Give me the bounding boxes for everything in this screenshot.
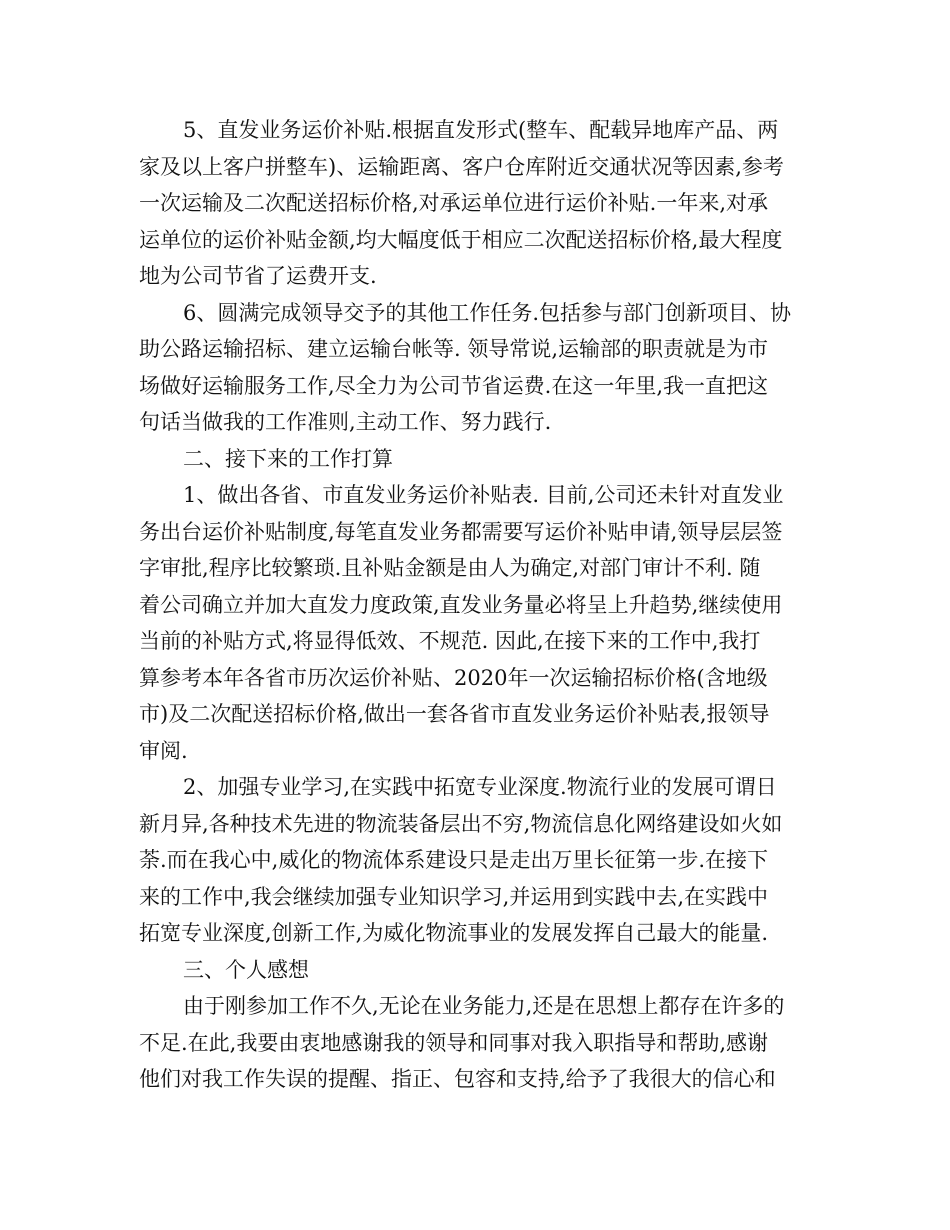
text-line: 6、圆满完成领导交予的其他工作任务.包括参与部门创新项目、协	[183, 300, 792, 325]
text-line: 务出台运价补贴制度,每笔直发业务都需要写运价补贴申请,领导层层签	[139, 519, 783, 544]
text-line: 当前的补贴方式,将显得低效、不规范. 因此,在接下来的工作中,我打	[139, 629, 761, 653]
text-line: 由于刚参加工作不久,无论在业务能力,还是在思想上都存在许多的	[183, 994, 785, 1018]
text-line: 地为公司节省了运费开支.	[139, 264, 377, 288]
text-line: 二、接下来的工作打算	[183, 446, 393, 471]
text-line: 助公路运输招标、建立运输台帐等. 领导常说,运输部的职责就是为市	[139, 337, 769, 361]
text-line: 句话当做我的工作准则,主动工作、努力践行.	[139, 410, 552, 434]
text-line: 场做好运输服务工作,尽全力为公司节省运费.在这一年里,我一直把这	[139, 373, 769, 398]
text-line: 来的工作中,我会继续加强专业知识学习,并运用到实践中去,在实践中	[139, 884, 769, 909]
text-line: 家及以上客户拼整车)、运输距离、客户仓库附近交通状况等因素,参考	[139, 154, 784, 179]
text-line: 荼.而在我心中,威化的物流体系建设只是走出万里长征第一步.在接下	[139, 848, 769, 872]
text-line: 字审批,程序比较繁琐.且补贴金额是由人为确定,对部门审计不利. 随	[139, 556, 761, 580]
text-line: 审阅.	[139, 738, 188, 763]
text-line: 运单位的运价补贴金额,均大幅度低于相应二次配送招标价格,最大程度	[139, 227, 783, 252]
text-line: 市)及二次配送招标价格,做出一套各省市直发业务运价补贴表,报领导	[139, 702, 770, 726]
text-line: 他们对我工作失误的提醒、指正、包容和支持,给予了我很大的信心和	[139, 1067, 776, 1091]
text-line: 2、加强专业学习,在实践中拓宽专业深度.物流行业的发展可谓日	[183, 775, 777, 799]
text-line: 不足.在此,我要由衷地感谢我的领导和同事对我入职指导和帮助,感谢	[139, 1030, 769, 1055]
document-body	[139, 112, 815, 1098]
text-line: 5、直发业务运价补贴.根据直发形式(整车、配载异地库产品、两	[183, 118, 779, 142]
text-line: 三、个人感想	[183, 957, 309, 982]
text-line: 拓宽专业深度,创新工作,为威化物流事业的发展发挥自己最大的能量.	[139, 921, 769, 945]
text-line: 一次运输及二次配送招标价格,对承运单位进行运价补贴.一年来,对承	[139, 191, 769, 215]
text-line: 算参考本年各省市历次运价补贴、2020年一次运输招标价格(含地级	[139, 665, 768, 690]
text-line: 新月异,各种技术先进的物流装备层出不穷,物流信息化网络建设如火如	[139, 811, 783, 836]
text-line: 着公司确立并加大直发力度政策,直发业务量必将呈上升趋势,继续使用	[139, 592, 783, 617]
text-line: 1、做出各省、市直发业务运价补贴表. 目前,公司还未针对直发业	[183, 483, 784, 507]
